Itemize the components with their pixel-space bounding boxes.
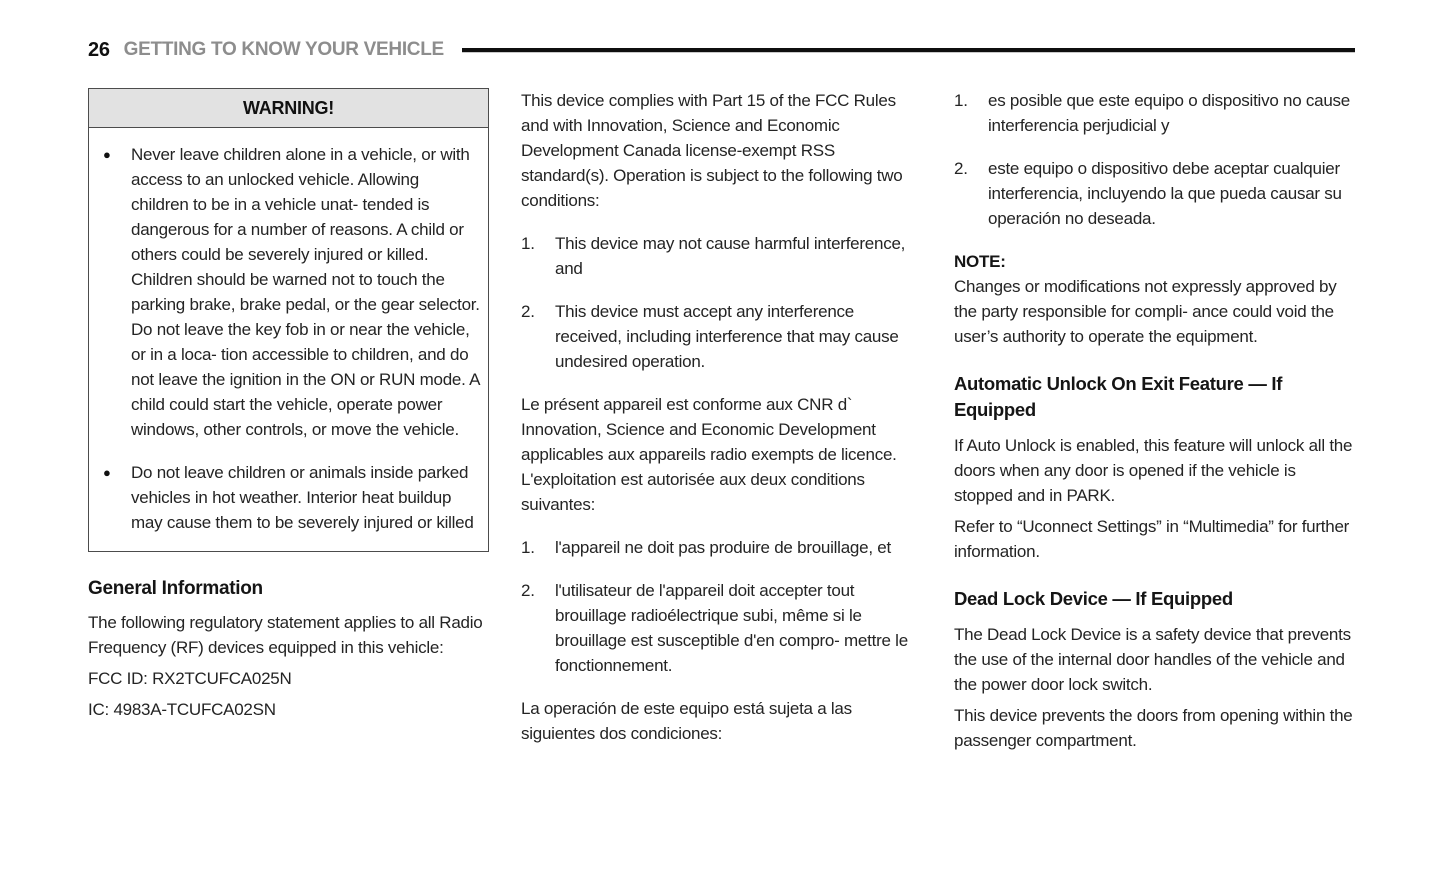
warning-box (88, 88, 489, 552)
right-column (954, 88, 1355, 771)
bullet-icon: ● (103, 147, 111, 162)
list-item-text: l'appareil ne doit pas produire de brouillage, et (555, 538, 891, 557)
dead-lock-paragraph-1: The Dead Lock Device is a safety device that prevents the use of the internal door handles of the vehicle and the power door lock switch. (954, 625, 1351, 694)
warning-box-title: WARNING! (89, 89, 488, 128)
auto-unlock-paragraph-2: Refer to “Uconnect Settings” in “Multimedia” for further information. (954, 517, 1350, 561)
header-rule (462, 48, 1355, 53)
list-item-number: 2. (521, 302, 535, 321)
french-compliance-paragraph: Le présent appareil est conforme aux CNR d` Innovation, Science and Economic Development applicables aux appareils radio exempts de licence. L'exploitation est autorisée aux deux conditions suivantes: (521, 395, 897, 514)
french-conditions-list (521, 535, 922, 678)
fcc-conditions-list (521, 231, 922, 374)
content-columns (88, 88, 1355, 771)
warning-bullet-item (101, 142, 480, 442)
list-item-text: l'utilisateur de l'appareil doit accepter tout brouillage radioélectrique subi, même si le brouillage est susceptible d'en compro- mettre le fonctionnement. (555, 581, 908, 675)
list-item-number: 2. (521, 581, 535, 600)
spanish-intro-paragraph: La operación de este equipo está sujeta a las siguientes dos condiciones: (521, 699, 852, 743)
ic-line: IC: 4983A-TCUFCA02SN (88, 700, 276, 719)
spanish-conditions-list (954, 88, 1355, 231)
note-label: NOTE: (954, 252, 1006, 271)
list-item-text: This device must accept any interference received, including interference that may cause undesired operation. (555, 302, 899, 371)
list-item (521, 231, 922, 281)
list-item (521, 578, 922, 678)
page-number: 26 (88, 38, 110, 61)
general-information-paragraph: The following regulatory statement applies to all Radio Frequency (RF) devices equipped in this vehicle: (88, 613, 483, 657)
auto-unlock-heading: Automatic Unlock On Exit Feature — If Equipped (954, 373, 1283, 420)
list-item (954, 156, 1355, 231)
warning-box-body (89, 128, 488, 551)
list-item-number: 1. (954, 91, 968, 110)
dead-lock-heading: Dead Lock Device — If Equipped (954, 588, 1233, 609)
fcc-compliance-paragraph: This device complies with Part 15 of the FCC Rules and with Innovation, Science and Economic Development Canada license-exempt RSS standard(s). Operation is subject to the following two conditions: (521, 91, 903, 210)
bullet-icon: ● (103, 465, 111, 480)
page-header (88, 38, 1355, 62)
list-item-text: este equipo o dispositivo debe aceptar cualquier interferencia, incluyendo la que pueda causar su operación no deseada. (988, 159, 1342, 228)
middle-column (521, 88, 922, 771)
fcc-id-line: FCC ID: RX2TCUFCA025N (88, 669, 292, 688)
list-item-text: This device may not cause harmful interference, and (555, 234, 906, 278)
list-item (954, 88, 1355, 138)
general-information-heading: General Information (88, 578, 263, 599)
warning-bullet-text: Never leave children alone in a vehicle, or with access to an unlocked vehicle. Allowing children to be in a vehicle unat- tended is dangerous for a number of reasons. A child or others could be severely injured or killed. Children should be warned not to touch the parking brake, brake pedal, or the gear selector. Do not leave the key fob in or near the vehicle, or in a loca- tion accessible to children, and do not leave the ignition in the ON or RUN mode. A child could start the vehicle, operate power windows, other controls, or move the vehicle. (131, 145, 480, 439)
auto-unlock-paragraph-1: If Auto Unlock is enabled, this feature will unlock all the doors when any door is opened if the vehicle is stopped and in PARK. (954, 436, 1353, 505)
list-item-number: 1. (521, 234, 535, 253)
left-column (88, 88, 489, 771)
list-item-number: 2. (954, 159, 968, 178)
warning-bullet-text: Do not leave children or animals inside parked vehicles in hot weather. Interior heat buildup may cause them to be severely injured or killed (131, 463, 474, 532)
dead-lock-paragraph-2: This device prevents the doors from opening within the passenger compartment. (954, 706, 1353, 750)
note-text: Changes or modifications not expressly approved by the party responsible for compli- ance could void the user’s authority to operate the equipment. (954, 277, 1337, 346)
list-item (521, 299, 922, 374)
warning-bullet-item (101, 460, 480, 535)
page-title: GETTING TO KNOW YOUR VEHICLE (123, 39, 444, 60)
warning-bullet-list (101, 142, 480, 535)
list-item (521, 535, 922, 560)
list-item-number: 1. (521, 538, 535, 557)
list-item-text: es posible que este equipo o dispositivo no cause interferencia perjudicial y (988, 91, 1351, 135)
